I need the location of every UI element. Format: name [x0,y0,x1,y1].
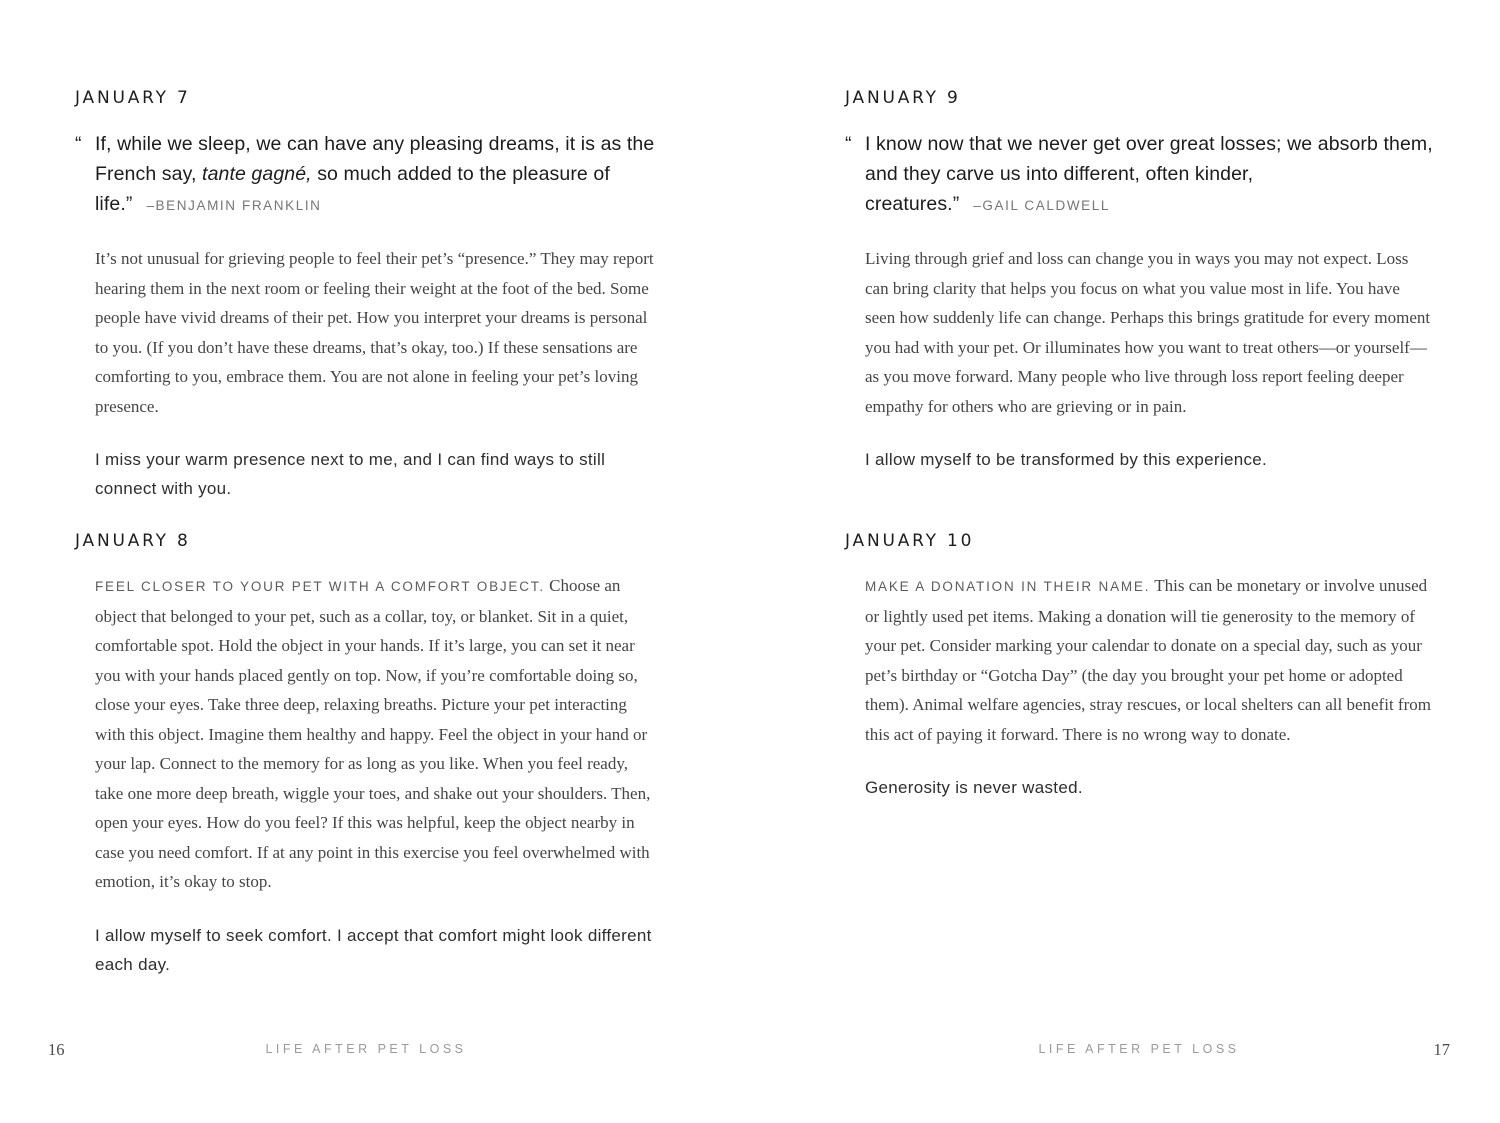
entry-quote [75,129,657,221]
exercise-lead-in: MAKE A DONATION IN THEIR NAME. [865,579,1151,594]
entry-exercise [845,571,1433,749]
open-quote-mark: “ [845,133,852,155]
running-footer-right: LIFE AFTER PET LOSS [1038,1042,1240,1056]
quote-text-italic: tante gagné, [202,163,312,185]
exercise-lead-in: FEEL CLOSER TO YOUR PET WITH A COMFORT OBJECT. [95,579,545,594]
running-footer-left: LIFE AFTER PET LOSS [265,1042,467,1056]
entry-january-9 [845,88,1433,474]
page-number-left: 16 [48,1040,65,1059]
entry-january-10 [845,531,1433,802]
entry-affirmation: I miss your warm presence next to me, and I can find ways to still connect with you. [95,450,606,498]
entry-heading: JANUARY 9 [845,88,961,108]
exercise-text: This can be monetary or involve unused or lightly used pet items. Making a donation will tie generosity to the memory of your pet. Consider marking your calendar to donate on a special day, such as your pet’s birthday or “Gotcha Day” (the day you brought your pet home or adopted them). Animal welfare agencies, stray rescues, or local shelters can all benefit from this act of paying it forward. There is no wrong way to donate. [865,576,1431,744]
open-quote-mark: “ [75,133,82,155]
quote-attribution: –GAIL CALDWELL [973,198,1110,213]
entry-january-7 [75,88,657,503]
quote-text: If, while we sleep, we can have any pleasing dreams, it is as the French say, [95,133,655,185]
entry-heading: JANUARY 8 [75,531,191,551]
quote-text: I know now that we never get over great losses; we absorb them, and they carve us into different, often kinder, creatures.” [865,133,1433,215]
page-number-right: 17 [1433,1040,1450,1059]
entry-quote [845,129,1433,221]
entry-january-8 [75,531,657,979]
entry-body: Living through grief and loss can change you in ways you may not expect. Loss can bring clarity that helps you focus on what you value most in life. You have seen how suddenly life can change. Perhaps this brings gratitude for every moment you had with your pet. Or illuminates how you want to treat others—or yourself—as you move forward. Many people who live through loss report feeling deeper empathy for others who are grieving or in pain. [865,249,1431,416]
entry-heading: JANUARY 7 [75,88,191,108]
entry-affirmation: Generosity is never wasted. [865,778,1083,797]
exercise-text: Choose an object that belonged to your pet, such as a collar, toy, or blanket. Sit in a quiet, comfortable spot. Hold the object in your hands. If it’s large, you can set it near you with your hands placed gently on top. Now, if you’re comfortable doing so, close your eyes. Take three deep, relaxing breaths. Picture your pet interacting with this object. Imagine them healthy and happy. Feel the object in your hand or your lap. Connect to the memory for as long as you like. When you feel ready, take one more deep breath, wiggle your toes, and shake out your shoulders. Then, open your eyes. How do you feel? If this was helpful, keep the object nearby in case you need comfort. If at any point in this exercise you feel overwhelmed with emotion, it’s okay to stop. [95,576,651,891]
quote-text-end: so much added to the pleasure of life.” [95,163,610,215]
entry-exercise [75,571,657,897]
entry-affirmation: I allow myself to seek comfort. I accept that comfort might look different each day. [95,925,652,974]
entry-body: It’s not unusual for grieving people to feel their pet’s “presence.” They may report hearing them in the next room or feeling their weight at the foot of the bed. Some people have vivid dreams of their pet. How you interpret your dreams is personal to you. (If you don’t have these dreams, that’s okay, too.) If these sensations are comforting to you, embrace them. You are not alone in feeling your pet’s loving presence. [95,249,654,416]
entry-affirmation: I allow myself to be transformed by this experience. [865,450,1268,469]
quote-attribution: –BENJAMIN FRANKLIN [146,198,322,213]
entry-heading: JANUARY 10 [845,531,975,551]
